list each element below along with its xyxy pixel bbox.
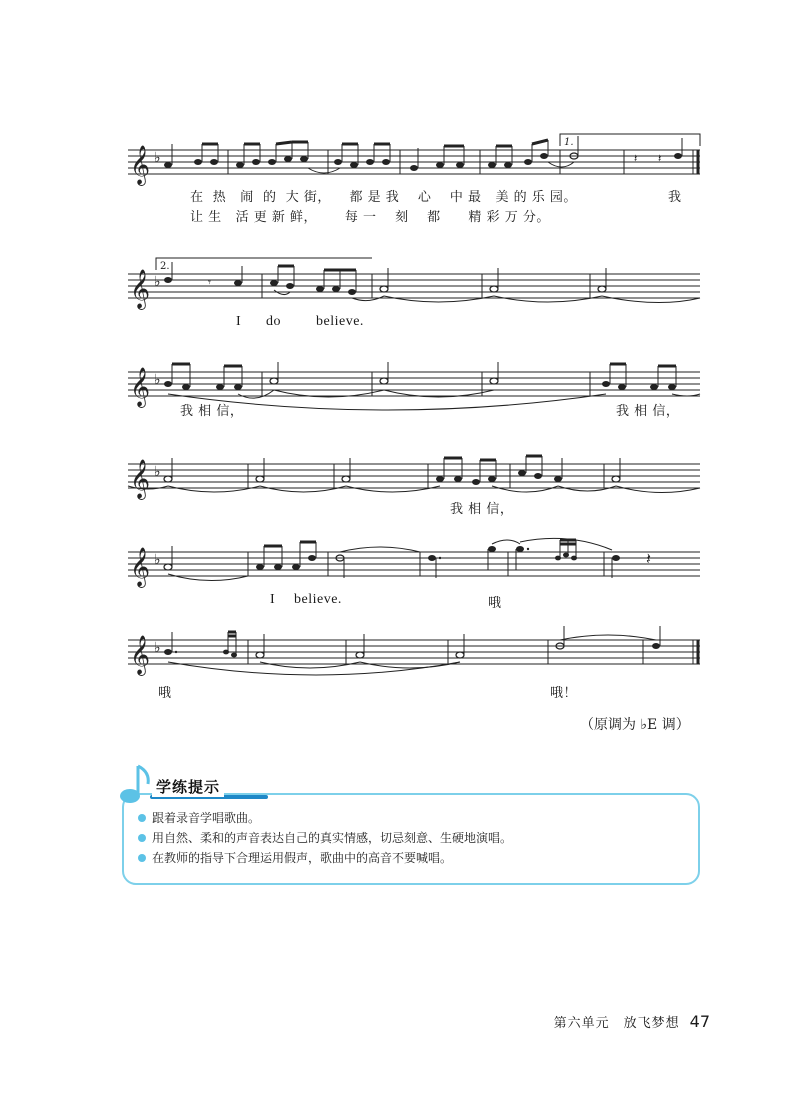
- staff-5: [128, 534, 700, 594]
- svg-text:♭: ♭: [154, 464, 161, 480]
- volta-1-label: 1.: [564, 137, 574, 148]
- lyric-line-2-believe: believe.: [316, 314, 364, 329]
- music-note-icon: [116, 764, 156, 808]
- original-key-note: （原调为 ♭E 调）: [580, 717, 690, 733]
- music-system-1: [128, 132, 700, 227]
- lyric-line-6a: 哦: [158, 686, 172, 701]
- lyric-line-5-i: I: [270, 592, 276, 607]
- staff-4: [128, 446, 700, 506]
- page-number: 47: [689, 1012, 710, 1031]
- lyric-line-3b: 我 相 信，: [616, 404, 680, 419]
- bullet-icon: [138, 834, 146, 842]
- lyric-line-1a-end: 我: [668, 190, 682, 205]
- page-footer: [554, 1012, 710, 1031]
- music-system-2: [128, 256, 700, 336]
- svg-text:𝄞: 𝄞: [130, 635, 151, 675]
- lyric-line-1a: 在 热 闹 的 大 街， 都 是 我 心 中 最 美 的 乐 园。: [190, 190, 577, 205]
- svg-text:♭: ♭: [154, 150, 161, 166]
- tip-item-2: 用自然、柔和的声音表达自己的真实情感，切忌刻意、生硬地演唱。: [138, 829, 512, 846]
- music-system-5: [128, 534, 700, 614]
- svg-text:𝄞: 𝄞: [130, 367, 151, 407]
- lyric-line-6b: 哦！: [550, 686, 578, 701]
- tip-item-3: 在教师的指导下合理运用假声，歌曲中的高音不要喊唱。: [138, 849, 452, 866]
- music-system-3: [128, 354, 700, 434]
- unit-title: 第六单元 放飞梦想: [553, 1016, 680, 1031]
- tip-item-1: 跟着录音学唱歌曲。: [138, 809, 260, 826]
- svg-text:𝄾: 𝄾: [208, 276, 211, 289]
- music-system-6: [128, 622, 700, 702]
- lyric-line-1b: 让 生 活 更 新 鲜， 每 一 刻 都 精 彩 万 分。: [190, 210, 550, 225]
- lyric-line-3a: 我 相 信，: [180, 404, 244, 419]
- staff-6: [128, 622, 700, 682]
- bullet-icon: [138, 854, 146, 862]
- svg-text:𝄞: 𝄞: [130, 145, 151, 185]
- svg-text:♭: ♭: [154, 274, 161, 290]
- music-system-4: [128, 446, 700, 526]
- bullet-icon: [138, 814, 146, 822]
- svg-text:𝄽: 𝄽: [658, 152, 662, 165]
- svg-text:♭: ♭: [154, 372, 161, 388]
- volta-2-label: 2.: [160, 261, 170, 272]
- lyric-line-2-do: do: [266, 314, 281, 329]
- staff-2: [128, 256, 700, 316]
- lyric-line-5-believe: believe.: [294, 592, 342, 607]
- svg-text:𝄽: 𝄽: [646, 549, 651, 568]
- svg-text:𝄽: 𝄽: [634, 152, 638, 165]
- svg-text:𝄞: 𝄞: [130, 269, 151, 309]
- svg-text:𝄞: 𝄞: [130, 547, 151, 587]
- tips-title: 学练提示: [152, 776, 224, 797]
- svg-text:♭: ♭: [154, 640, 161, 656]
- staff-1: [128, 132, 700, 192]
- svg-text:♭: ♭: [154, 552, 161, 568]
- lyric-line-4: 我 相 信，: [450, 502, 514, 517]
- svg-text:𝄞: 𝄞: [130, 459, 151, 499]
- lyric-line-2-i: I: [236, 314, 242, 329]
- lyric-line-5-oh: 哦: [488, 596, 502, 611]
